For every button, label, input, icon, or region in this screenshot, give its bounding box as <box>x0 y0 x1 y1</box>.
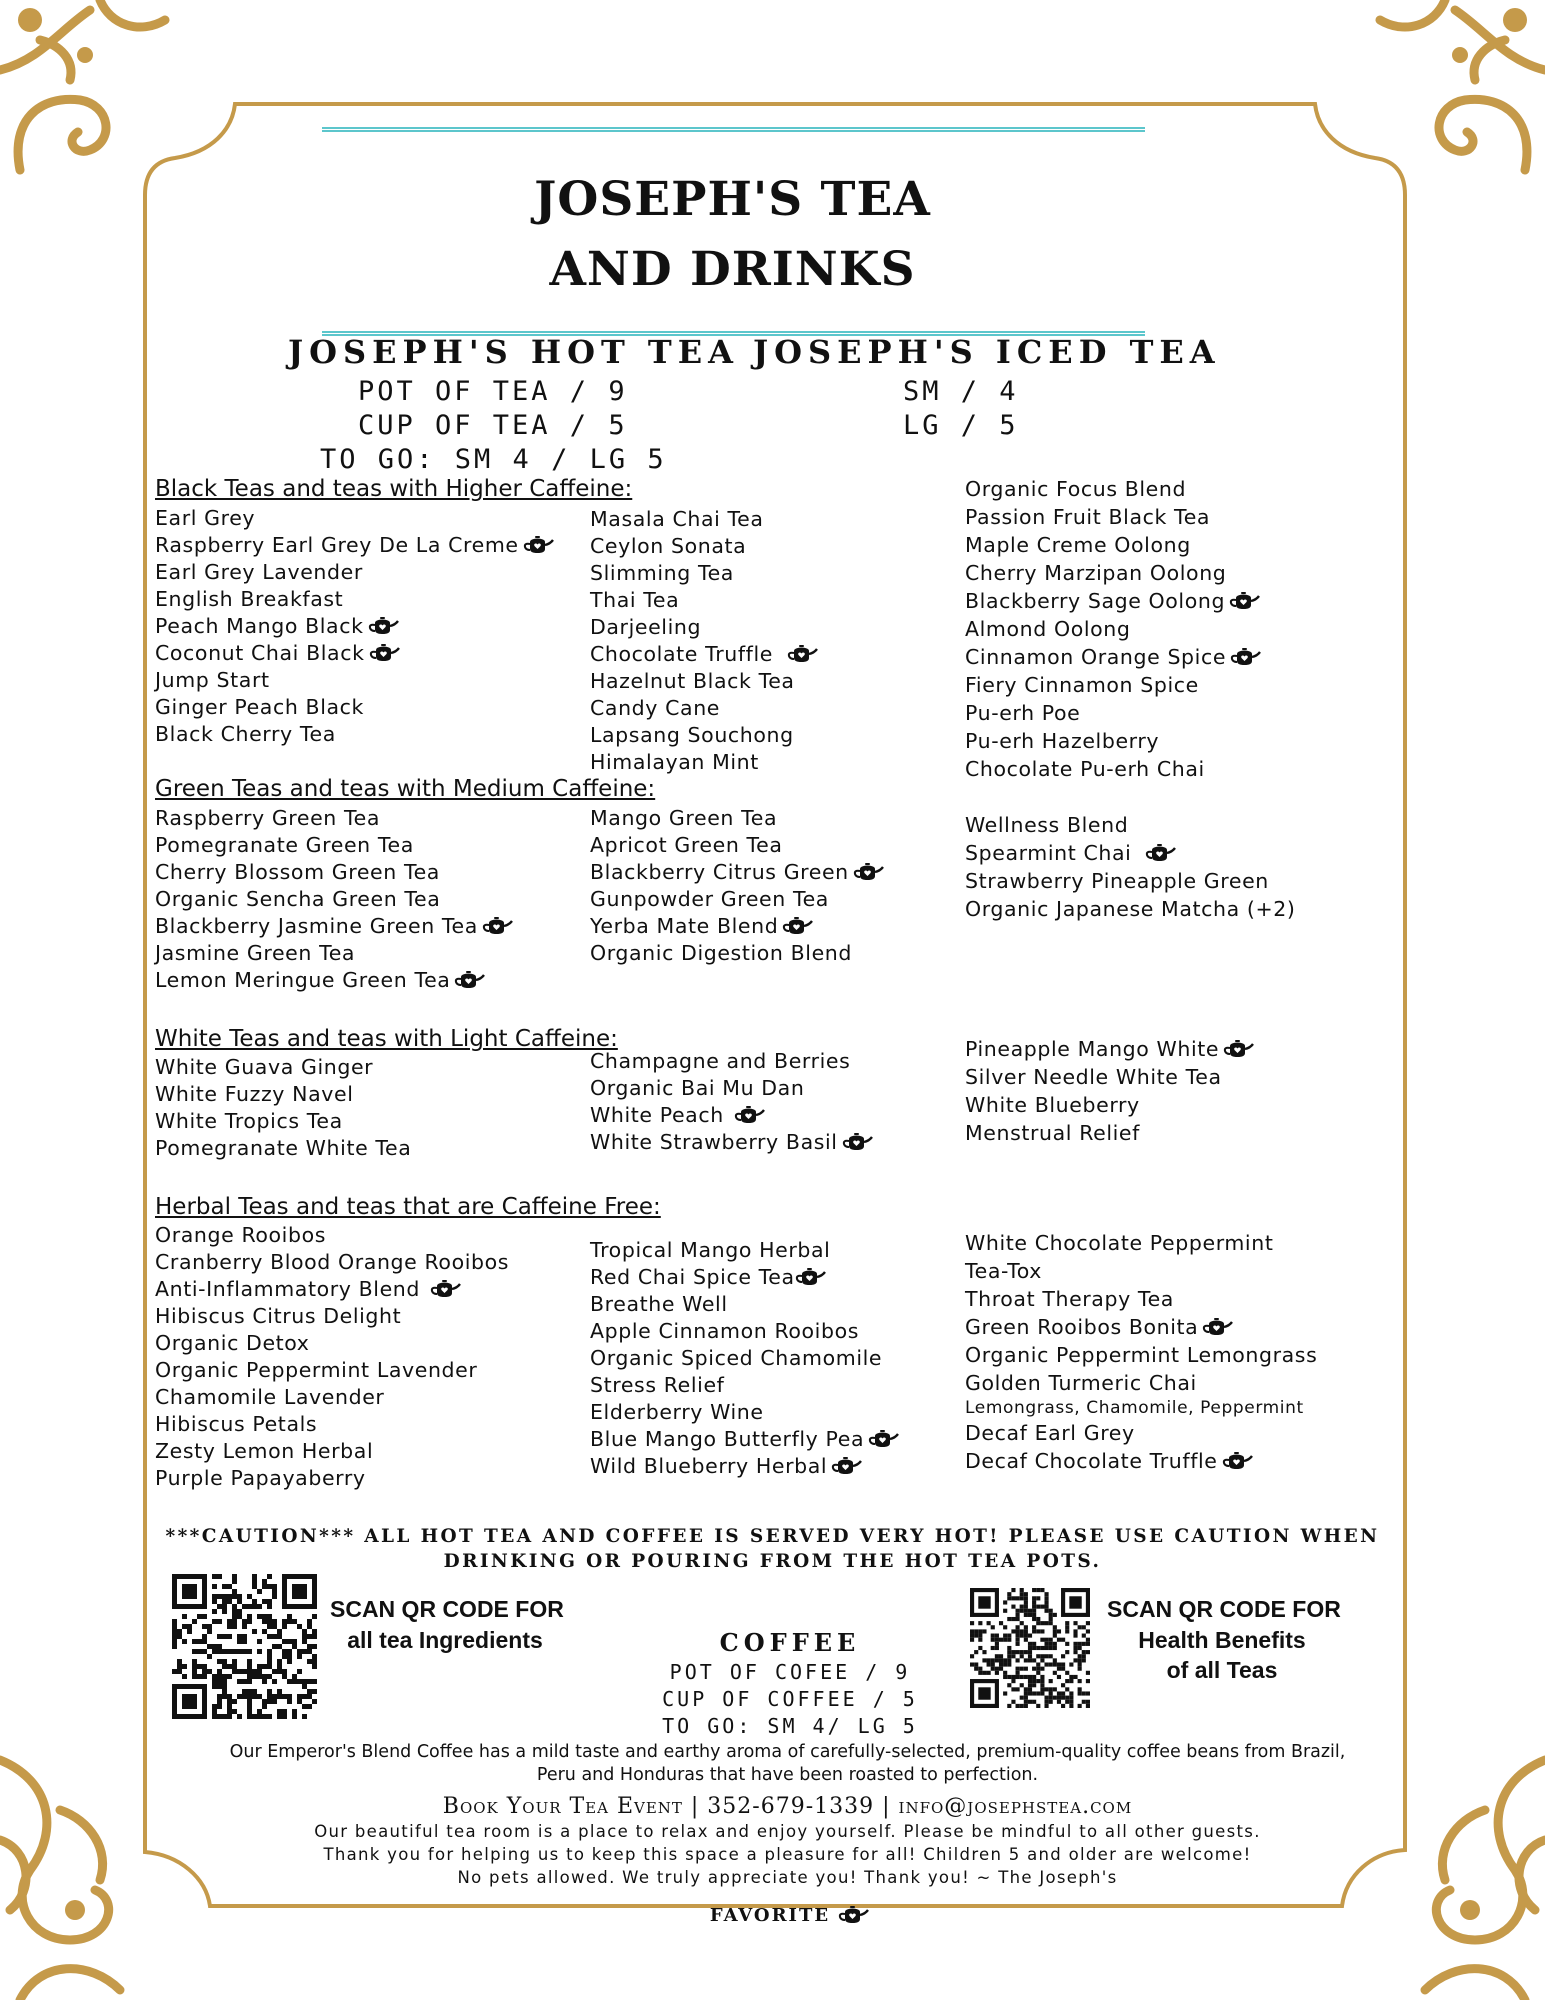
qr-right-caption-line3: of all Teas <box>1166 1657 1278 1683</box>
list-item: Himalayan Mint <box>590 750 759 774</box>
list-item: Raspberry Earl Grey De La Creme <box>155 532 555 559</box>
list-item: Stress Relief <box>590 1373 725 1397</box>
coffee-heading: COFFEE <box>719 1628 861 1657</box>
coffee-description-line1: Our Emperor's Blend Coffee has a mild taste and earthy aroma of carefully-selected, premium-quality coffee beans from Brazil, <box>229 1742 1346 1762</box>
section-heading-herbal: Herbal Teas and teas that are Caffeine Free: <box>155 1194 661 1220</box>
list-item: Chocolate Truffle <box>590 641 819 668</box>
list-item: Cranberry Blood Orange Rooibos <box>155 1250 510 1274</box>
list-item: Pomegranate White Tea <box>155 1136 412 1160</box>
qr-left-caption-line1: SCAN QR CODE FOR <box>330 1596 564 1622</box>
black-col3 <box>965 476 1262 784</box>
caution-notice: ***CAUTION*** ALL HOT TEA AND COFFEE IS SERVED VERY HOT! PLEASE USE CAUTION WHEN DRINKING OR POURING FROM THE HOT TEA POTS. <box>165 1526 1380 1572</box>
list-item: Organic Detox <box>155 1331 310 1355</box>
list-item: Apple Cinnamon Rooibos <box>590 1319 859 1343</box>
teapot-heart-icon <box>734 1105 766 1125</box>
list-item: Hibiscus Citrus Delight <box>155 1304 402 1328</box>
iced-lg-price: LG / 5 <box>903 410 1019 441</box>
teapot-heart-icon <box>842 1132 874 1152</box>
list-item: Tea-Tox <box>965 1259 1043 1283</box>
hot-cup-price: CUP OF TEA / 5 <box>358 410 628 441</box>
list-item: Ginger Peach Black <box>155 695 364 719</box>
list-item: Organic Bai Mu Dan <box>590 1076 805 1100</box>
coffee-cup-price: CUP OF COFFEE / 5 <box>662 1687 918 1711</box>
list-item: Silver Needle White Tea <box>965 1065 1222 1089</box>
section-heading-black: Black Teas and teas with Higher Caffeine: <box>155 476 633 502</box>
list-item: Green Rooibos Bonita <box>965 1314 1317 1342</box>
list-item: Pu-erh Hazelberry <box>965 729 1160 753</box>
list-item: Hazelnut Black Tea <box>590 669 795 693</box>
teapot-heart-icon <box>1230 647 1262 667</box>
list-item: Menstrual Relief <box>965 1121 1140 1145</box>
list-item: Strawberry Pineapple Green <box>965 869 1269 893</box>
qr-left-caption-line2: all tea Ingredients <box>347 1627 543 1653</box>
list-item: Masala Chai Tea <box>590 507 764 531</box>
green-col2 <box>590 805 885 967</box>
list-item: White Blueberry <box>965 1093 1140 1117</box>
qr-code-health-benefits[interactable] <box>970 1588 1090 1708</box>
teapot-heart-icon <box>795 1267 827 1287</box>
list-item: Fiery Cinnamon Spice <box>965 673 1199 697</box>
teapot-heart-icon <box>1229 591 1261 611</box>
page-title-line2: AND DRINKS <box>549 242 916 297</box>
footer-line1: Our beautiful tea room is a place to relax and enjoy yourself. Please be mindful to all other guests. <box>314 1822 1261 1841</box>
list-item: Chocolate Pu-erh Chai <box>965 757 1205 781</box>
list-item: Cinnamon Orange Spice <box>965 644 1262 672</box>
teapot-heart-icon <box>853 862 885 882</box>
list-item: Earl Grey Lavender <box>155 560 363 584</box>
list-item: Passion Fruit Black Tea <box>965 505 1211 529</box>
list-item: Champagne and Berries <box>590 1049 851 1073</box>
favorite-label: FAVORITE <box>709 1905 831 1926</box>
herbal-col3 <box>965 1230 1317 1476</box>
list-item: Jump Start <box>155 668 270 692</box>
list-item: Gunpowder Green Tea <box>590 887 829 911</box>
list-item: Lemon Meringue Green Tea <box>155 967 514 994</box>
section-heading-green: Green Teas and teas with Medium Caffeine: <box>155 776 656 802</box>
iced-sm-price: SM / 4 <box>903 376 1019 407</box>
herbal-col1 <box>155 1222 509 1492</box>
white-col2 <box>590 1048 874 1156</box>
list-item: Lapsang Souchong <box>590 723 794 747</box>
herbal-col2 <box>590 1237 900 1480</box>
list-item: Organic Focus Blend <box>965 477 1187 501</box>
coffee-pot-price: POT OF COFEE / 9 <box>669 1660 911 1684</box>
list-item: Lemongrass, Chamomile, Peppermint <box>965 1398 1304 1418</box>
hot-tea-heading: JOSEPH'S HOT TEA <box>288 333 739 371</box>
teapot-heart-icon <box>523 535 555 555</box>
list-item: Zesty Lemon Herbal <box>155 1439 374 1463</box>
list-item: Coconut Chai Black <box>155 640 555 667</box>
teapot-heart-icon <box>868 1429 900 1449</box>
list-item: Blue Mango Butterfly Pea <box>590 1426 900 1453</box>
list-item: Pomegranate Green Tea <box>155 833 414 857</box>
list-item: Organic Peppermint Lemongrass <box>965 1343 1318 1367</box>
list-item: Decaf Earl Grey <box>965 1421 1135 1445</box>
list-item: Maple Creme Oolong <box>965 533 1191 557</box>
list-item: Cherry Marzipan Oolong <box>965 561 1227 585</box>
list-item: White Guava Ginger <box>155 1055 374 1079</box>
teapot-heart-icon <box>1202 1317 1234 1337</box>
teapot-heart-icon <box>482 916 514 936</box>
list-item: Golden Turmeric Chai <box>965 1371 1197 1395</box>
list-item: Blackberry Jasmine Green Tea <box>155 913 514 940</box>
coffee-description-line2: Peru and Honduras that have been roasted to perfection. <box>536 1765 1039 1785</box>
list-item: Chamomile Lavender <box>155 1385 385 1409</box>
list-item: Yerba Mate Blend <box>590 913 885 940</box>
teapot-heart-icon <box>838 1905 870 1925</box>
teapot-heart-icon <box>1223 1039 1255 1059</box>
booking-contact: Book Your Tea Event | 352-679-1339 | info@josephstea.com <box>442 1794 1133 1819</box>
section-heading-white: White Teas and teas with Light Caffeine: <box>155 1026 618 1052</box>
favorite-legend <box>600 1905 980 1926</box>
qr-code-ingredients[interactable] <box>172 1574 317 1719</box>
white-col1 <box>155 1054 411 1162</box>
list-item: Decaf Chocolate Truffle <box>965 1448 1317 1476</box>
list-item: Cherry Blossom Green Tea <box>155 860 440 884</box>
teapot-heart-icon <box>454 970 486 990</box>
teapot-heart-icon <box>782 916 814 936</box>
list-item: Organic Peppermint Lavender <box>155 1358 478 1382</box>
list-item: White Tropics Tea <box>155 1109 343 1133</box>
list-item: White Peach <box>590 1102 874 1129</box>
list-item: Spearmint Chai <box>965 840 1296 868</box>
list-item: Wellness Blend <box>965 813 1129 837</box>
list-item: White Fuzzy Navel <box>155 1082 354 1106</box>
iced-tea-heading: JOSEPH'S ICED TEA <box>753 333 1221 371</box>
hot-togo-price: TO GO: SM 4 / LG 5 <box>320 444 667 475</box>
list-item: Red Chai Spice Tea <box>590 1264 900 1291</box>
white-col3 <box>965 1036 1255 1148</box>
footer-line2: Thank you for helping us to keep this space a pleasure for all! Children 5 and older are welcome! <box>323 1845 1252 1864</box>
list-item: Peach Mango Black <box>155 613 555 640</box>
list-item: Pineapple Mango White <box>965 1036 1255 1064</box>
teapot-heart-icon <box>369 643 401 663</box>
qr-right-caption-line1: SCAN QR CODE FOR <box>1107 1596 1341 1622</box>
list-item: Organic Digestion Blend <box>590 941 853 965</box>
list-item: Raspberry Green Tea <box>155 806 381 830</box>
list-item: Mango Green Tea <box>590 806 778 830</box>
green-col3 <box>965 812 1296 924</box>
top-cyan-rule <box>322 127 1145 132</box>
teapot-heart-icon <box>430 1279 462 1299</box>
list-item: Earl Grey <box>155 506 256 530</box>
list-item: Breathe Well <box>590 1292 728 1316</box>
list-item: Ceylon Sonata <box>590 534 747 558</box>
list-item: White Strawberry Basil <box>590 1129 874 1156</box>
list-item: Organic Japanese Matcha (+2) <box>965 897 1296 921</box>
footer-line3: No pets allowed. We truly appreciate you! Thank you! ~ The Joseph's <box>457 1868 1118 1887</box>
list-item: Orange Rooibos <box>155 1223 326 1247</box>
list-item: Jasmine Green Tea <box>155 941 356 965</box>
list-item: Thai Tea <box>590 588 680 612</box>
black-col2 <box>590 506 819 776</box>
list-item: Purple Papayaberry <box>155 1466 366 1490</box>
list-item: Blackberry Sage Oolong <box>965 588 1262 616</box>
black-col1 <box>155 505 555 748</box>
teapot-heart-icon <box>1222 1451 1254 1471</box>
list-item: Tropical Mango Herbal <box>590 1238 831 1262</box>
teapot-heart-icon <box>1145 843 1177 863</box>
list-item: Apricot Green Tea <box>590 833 783 857</box>
teapot-heart-icon <box>831 1456 863 1476</box>
list-item: Wild Blueberry Herbal <box>590 1453 900 1480</box>
list-item: Organic Sencha Green Tea <box>155 887 441 911</box>
list-item: English Breakfast <box>155 587 344 611</box>
hot-pot-price: POT OF TEA / 9 <box>358 376 628 407</box>
list-item: Slimming Tea <box>590 561 734 585</box>
list-item: Darjeeling <box>590 615 702 639</box>
list-item: Black Cherry Tea <box>155 722 336 746</box>
list-item: Blackberry Citrus Green <box>590 859 885 886</box>
list-item: White Chocolate Peppermint <box>965 1231 1274 1255</box>
list-item: Pu-erh Poe <box>965 701 1081 725</box>
qr-right-caption-line2: Health Benefits <box>1138 1627 1306 1653</box>
teapot-heart-icon <box>787 644 819 664</box>
list-item: Hibiscus Petals <box>155 1412 318 1436</box>
list-item: Throat Therapy Tea <box>965 1287 1174 1311</box>
green-col1 <box>155 805 514 994</box>
list-item: Candy Cane <box>590 696 721 720</box>
list-item: Almond Oolong <box>965 617 1131 641</box>
teapot-heart-icon <box>368 616 400 636</box>
list-item: Organic Spiced Chamomile <box>590 1346 883 1370</box>
coffee-togo-price: TO GO: SM 4/ LG 5 <box>662 1714 918 1738</box>
list-item: Elderberry Wine <box>590 1400 764 1424</box>
page-title-line1: JOSEPH'S TEA <box>534 172 931 227</box>
list-item: Anti-Inflammatory Blend <box>155 1276 509 1303</box>
